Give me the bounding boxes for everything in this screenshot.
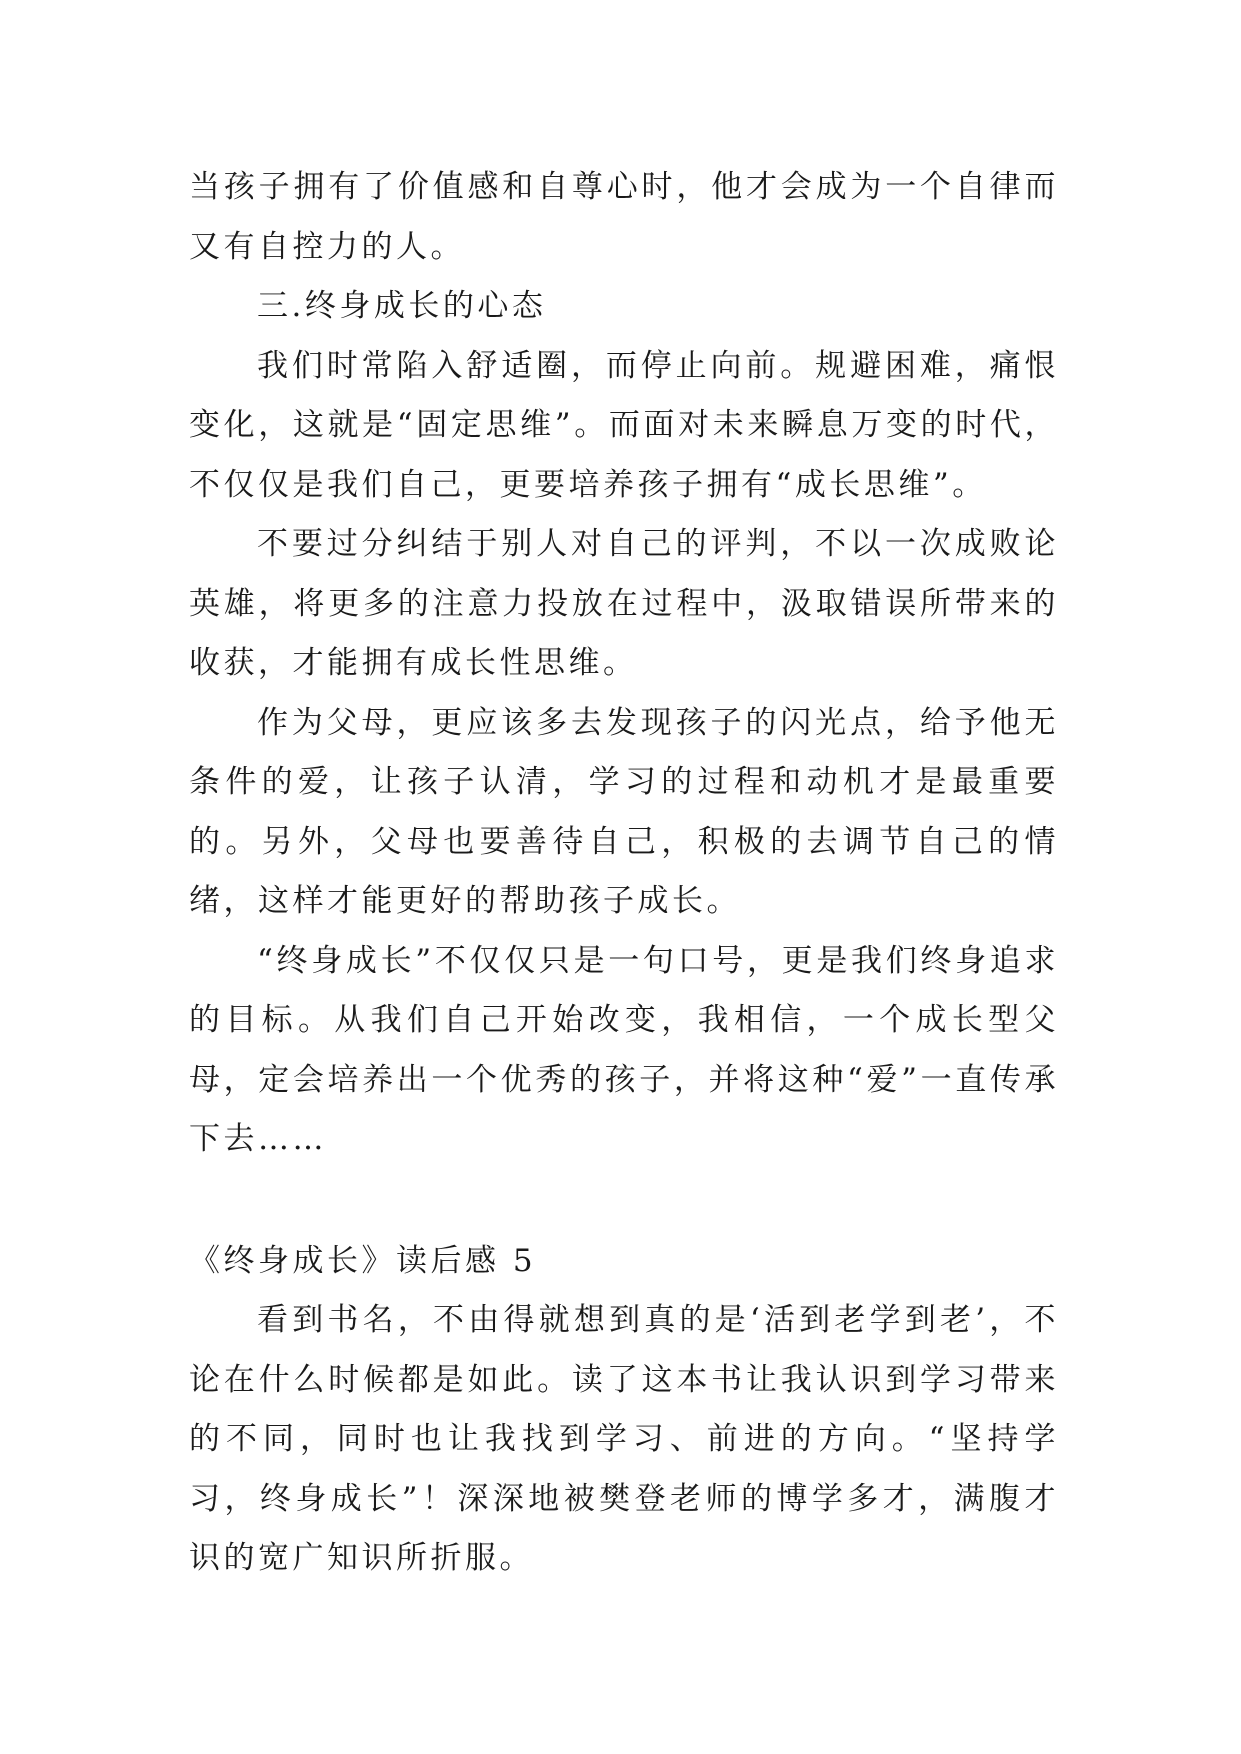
document-body (189, 158, 1059, 1589)
paragraph-6: 看到书名，不由得就想到真的是‘活到老学到老’，不论在什么时候都是如此。读了这本书让我认识到学习带来的不同，同时也让我找到学习、前进的方向。“坚持学习，终身成长”！深深地被樊登老师的博学多才，满腹才识的宽广知识所折服。 (189, 1302, 1059, 1576)
section-spacer (189, 1170, 1059, 1232)
paragraph-1: 当孩子拥有了价值感和自尊心时，他才会成为一个自律而又有自控力的人。 (189, 169, 1059, 265)
section-title: 《终身成长》读后感 5 (189, 1242, 537, 1279)
paragraph-2: 我们时常陷入舒适圈，而停止向前。规避困难，痛恨变化，这就是“固定思维”。而面对未来瞬息万变的时代，不仅仅是我们自己，更要培养孩子拥有“成长思维”。 (189, 347, 1059, 503)
paragraph-3: 不要过分纠结于别人对自己的评判，不以一次成败论英雄，将更多的注意力投放在过程中，汲取错误所带来的收获，才能拥有成长性思维。 (189, 526, 1059, 681)
paragraph-4: 作为父母，更应该多去发现孩子的闪光点，给予他无条件的爱，让孩子认清，学习的过程和动机才是最重要的。另外，父母也要善待自己，积极的去调节自己的情绪，这样才能更好的帮助孩子成长。 (189, 704, 1059, 919)
heading-growth-mindset: 三.终身成长的心态 (257, 288, 547, 324)
paragraph-5: “终身成长”不仅仅只是一句口号，更是我们终身追求的目标。从我们自己开始改变，我相信，一个成长型父母，定会培养出一个优秀的孩子，并将这种“爱”一直传承下去…… (189, 942, 1059, 1157)
